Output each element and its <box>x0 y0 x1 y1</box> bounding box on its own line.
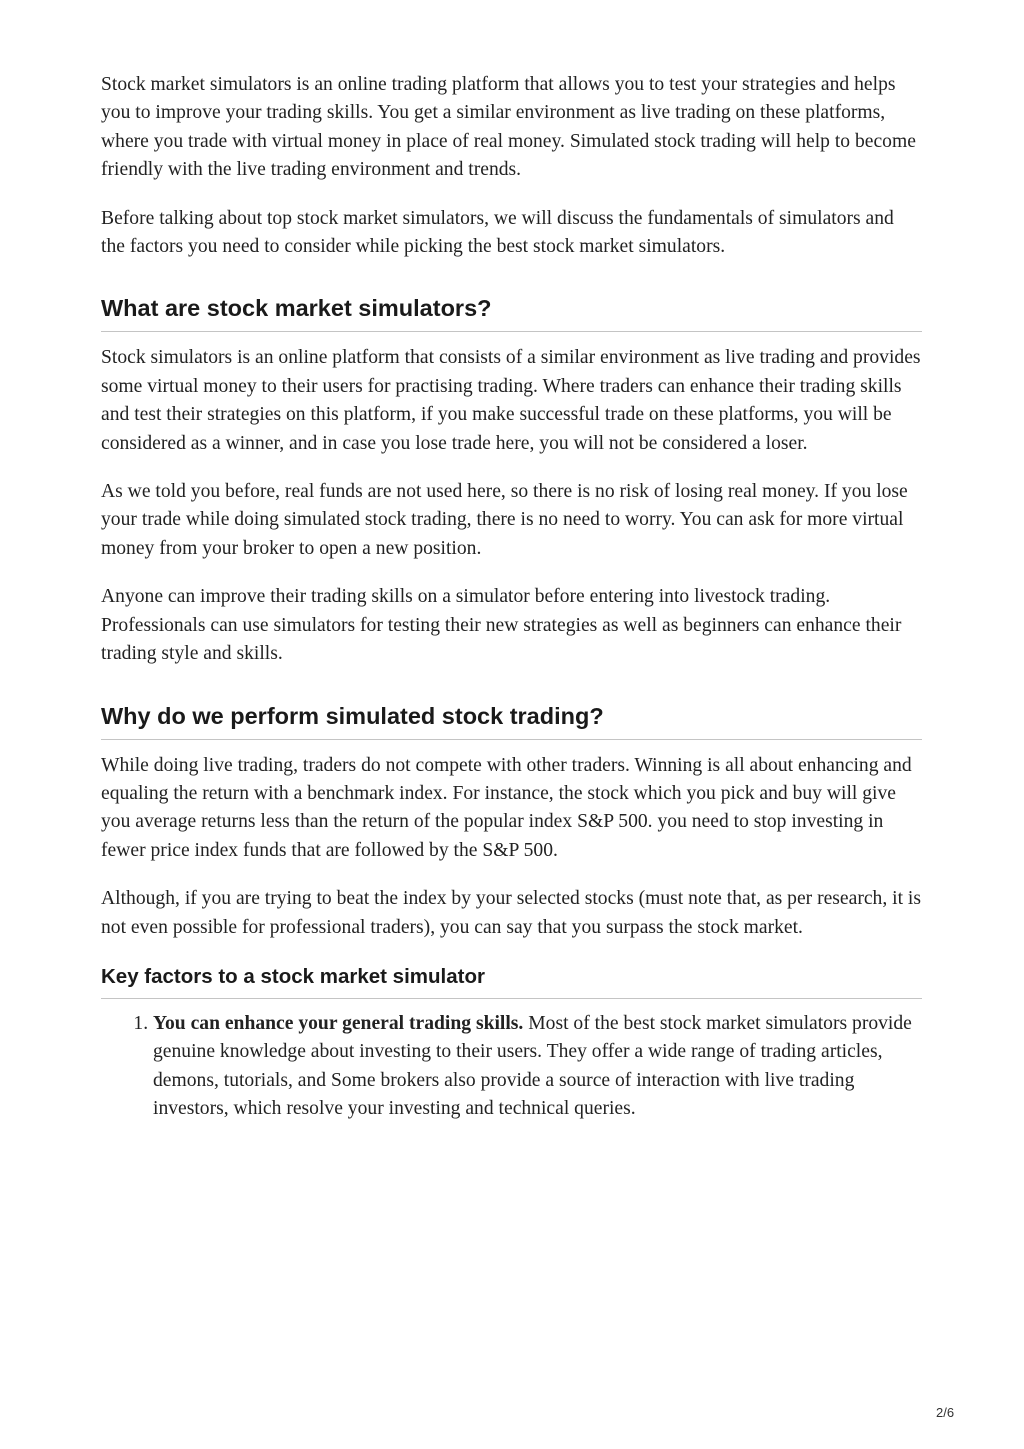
document-page <box>101 71 922 1124</box>
section1-paragraph-2: As we told you before, real funds are not used here, so there is no risk of losing real money. If you lose your trade while doing simulated stock trading, there is no need to worry. You can ask for more virtual money from your broker to open a new position. <box>101 481 908 559</box>
section1-paragraph-1: Stock simulators is an online platform that consists of a similar environment as live trading and provides some virtual money to their users for practising trading. Where traders can enhance their trading skills and test their strategies on this platform, if you make successful trade on these platforms, you will be considered as a winner, and in case you lose trade here, you will not be considered a loser. <box>101 347 921 454</box>
section-why-simulated-trading <box>101 701 922 740</box>
list-item-body: Most of the best stock market simulators provide genuine knowledge about investing to their users. They offer a wide range of trading articles, demons, tutorials, and Some brokers also provide a source of interaction with live trading investors, which resolve your investing and technical queries. <box>153 1012 912 1120</box>
section1-paragraph-3: Anyone can improve their trading skills on a simulator before entering into livestock trading. Professionals can use simulators for testing their new strategies as well as beginners can enhance their trading style and skills. <box>101 586 902 665</box>
section2-paragraph-1: While doing live trading, traders do not compete with other traders. Winning is all about enhancing and equaling the return with a benchmark index. For instance, the stock which you pick and buy will give you average returns less than the return of the popular index S&P 500. you need to stop investing in fewer price index funds that are followed by the S&P 500. <box>101 754 912 861</box>
section-heading: Why do we perform simulated stock trading? <box>101 701 922 740</box>
section-key-factors <box>101 964 922 999</box>
list-item-title: You can enhance your general trading skills. <box>153 1012 524 1034</box>
intro-paragraph-2: Before talking about top stock market simulators, we will discuss the fundamentals of simulators and the factors you need to consider while picking the best stock market simulators. <box>101 207 894 258</box>
section-heading: What are stock market simulators? <box>101 293 922 332</box>
intro-paragraph-1: Stock market simulators is an online trading platform that allows you to test your strategies and helps you to improve your trading skills. You get a similar environment as live trading on these platforms, where you trade with virtual money in place of real money. Simulated stock trading will help to become friendly with the live trading environment and trends. <box>101 74 916 181</box>
section-heading: Key factors to a stock market simulator <box>101 964 922 999</box>
section-what-are-simulators <box>101 293 922 332</box>
list-item <box>153 1010 922 1124</box>
key-factors-list <box>101 1010 922 1124</box>
section2-paragraph-2: Although, if you are trying to beat the index by your selected stocks (must note that, as per research, it is not even possible for professional traders), you can say that you surpass the stock market. <box>101 888 922 938</box>
page-number: 2/6 <box>936 1405 955 1420</box>
